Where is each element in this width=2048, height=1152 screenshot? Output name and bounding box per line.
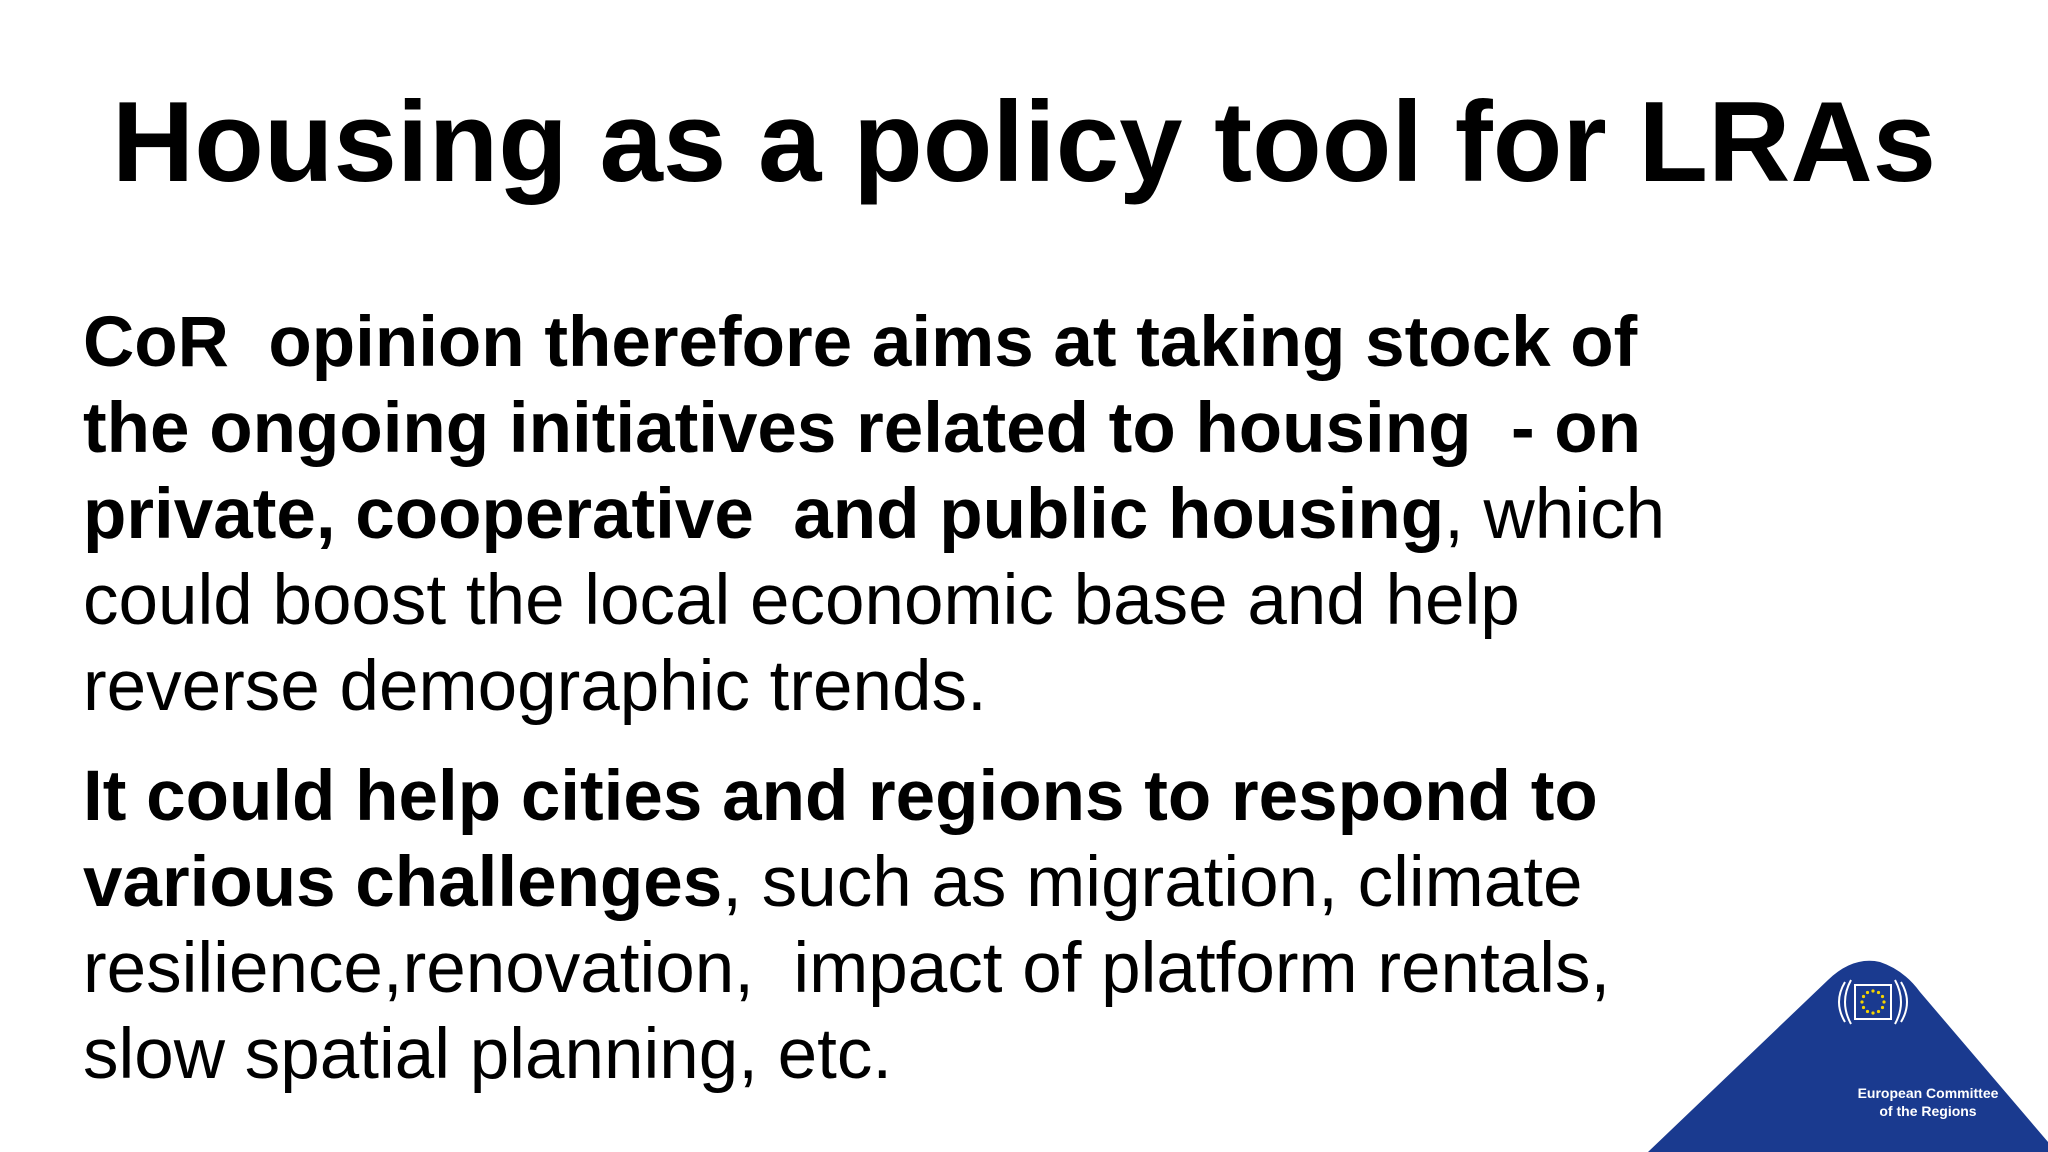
paragraph-cor-opinion <box>83 300 1923 730</box>
logo-label-line: European Committee <box>1857 1085 1999 1101</box>
regular-text: , such as migration, climate <box>722 843 1583 922</box>
text-line <box>83 840 1923 926</box>
paragraph-challenges <box>83 754 1923 1098</box>
regular-text: , which <box>1444 475 1666 554</box>
text-line: slow spatial planning, etc. <box>83 1015 893 1094</box>
text-line: reverse demographic trends. <box>83 647 987 726</box>
text-line: the ongoing initiatives related to housing - on <box>83 389 1642 468</box>
text-line: It could help cities and regions to respond to <box>83 757 1598 836</box>
text-line <box>83 472 1923 558</box>
logo-label <box>1853 1084 2003 1120</box>
bold-text: private, cooperative and public housing <box>83 475 1445 554</box>
slide-body <box>83 300 1923 1098</box>
bold-text: various challenges <box>83 843 723 922</box>
text-line: resilience,renovation, impact of platform rentals, <box>83 929 1611 1008</box>
logo-background-shape <box>1648 961 2048 1152</box>
text-line: could boost the local economic base and help <box>83 561 1520 640</box>
slide-title: Housing as a policy tool for LRAs <box>111 79 1937 206</box>
logo-label-line: of the Regions <box>1879 1103 1977 1119</box>
cor-logo <box>1648 942 2048 1152</box>
text-line: CoR opinion therefore aims at taking stock of <box>83 303 1638 382</box>
